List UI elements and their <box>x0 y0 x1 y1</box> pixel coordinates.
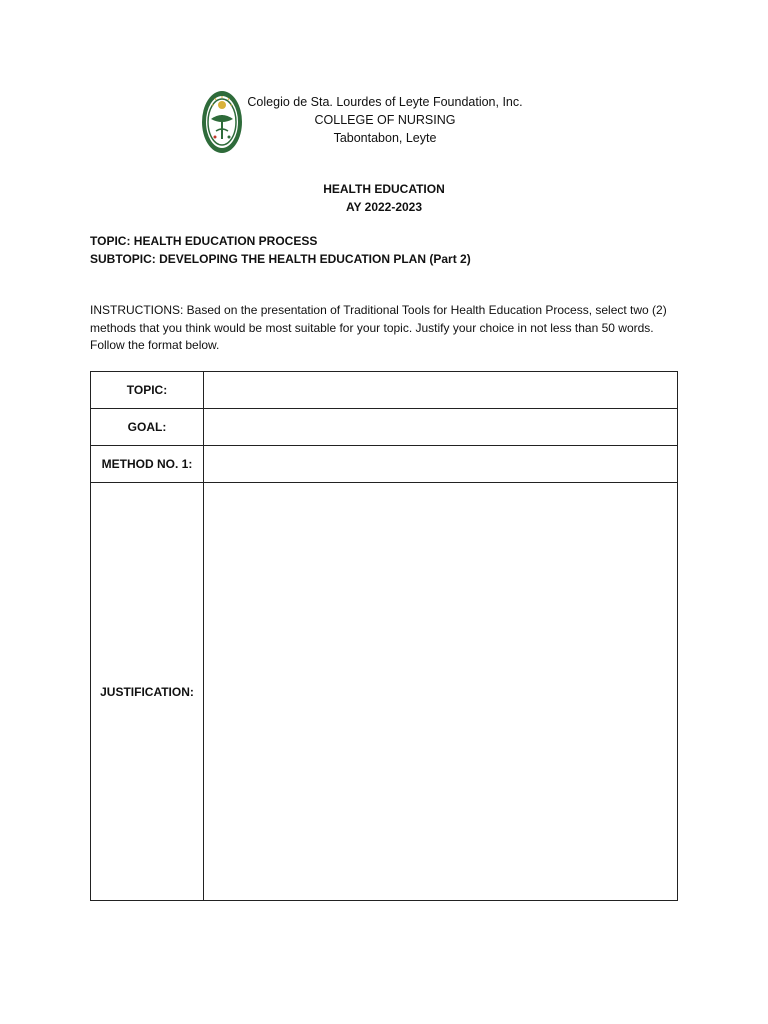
institution-location: Tabontabon, Leyte <box>333 131 437 145</box>
institution-name: Colegio de Sta. Lourdes of Leyte Foundation, Inc. <box>247 95 523 109</box>
course-name: HEALTH EDUCATION <box>323 182 445 196</box>
instructions-paragraph: INSTRUCTIONS: Based on the presentation of Traditional Tools for Health Education Process, select two (2) methods that you think would be most suitable for your topic. Justify your choice in not less than 50 words. Follow the format below. <box>90 303 667 352</box>
form-row-topic <box>91 372 678 409</box>
college-seal-logo <box>201 89 243 155</box>
college-name: COLLEGE OF NURSING <box>314 113 456 127</box>
form-row-method <box>91 446 678 483</box>
form-row-goal <box>91 409 678 446</box>
goal-answer-cell[interactable] <box>204 409 678 446</box>
topic-block <box>90 232 471 268</box>
justification-answer-cell[interactable] <box>204 483 678 901</box>
topic-label: TOPIC: <box>91 372 204 409</box>
topic-answer-cell[interactable] <box>204 372 678 409</box>
academic-year: AY 2022-2023 <box>345 200 423 214</box>
answer-form-table <box>90 371 678 901</box>
subtopic-line: SUBTOPIC: DEVELOPING THE HEALTH EDUCATION PLAN (Part 2) <box>90 252 471 266</box>
goal-label: GOAL: <box>91 409 204 446</box>
course-heading <box>0 180 768 216</box>
institution-header <box>240 93 530 147</box>
topic-line: TOPIC: HEALTH EDUCATION PROCESS <box>90 234 318 248</box>
method-label: METHOD NO. 1: <box>91 446 204 483</box>
method-answer-cell[interactable] <box>204 446 678 483</box>
justification-label: JUSTIFICATION: <box>91 483 204 901</box>
form-row-justification <box>91 483 678 901</box>
